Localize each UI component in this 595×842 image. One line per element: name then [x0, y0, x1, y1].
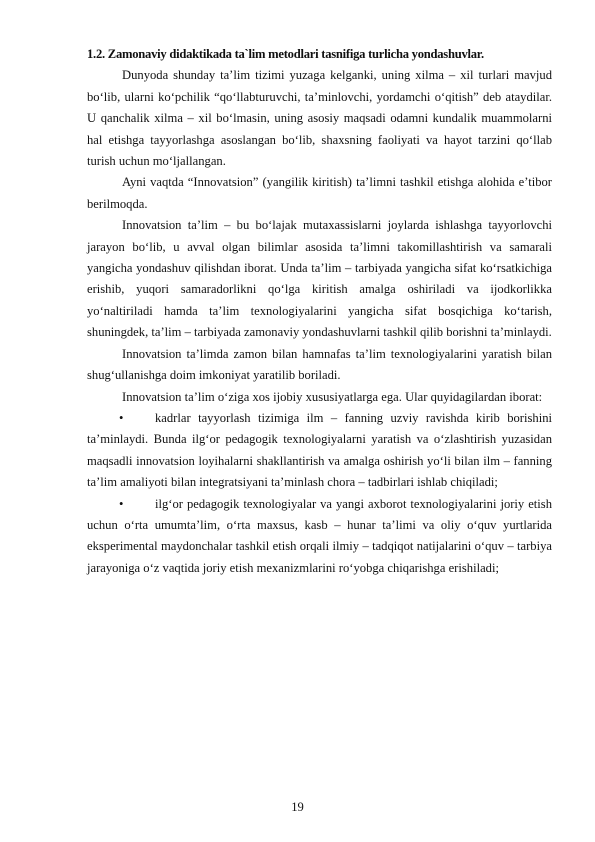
bullet-text: kadrlar tayyorlash tizimiga ilm – fanning uzviy ravishda kirib borishini ta’minlaydi. Bunda ilg‘or pedagogik texnologiyalarni yaratish va o‘zlashtirish yuzasidan maqsadli innovatsion loyihalarni shakllantirish va amalga oshirish yo‘li bilan ilm – fanning ta’lim amaliyoti bilan integratsiyani ta’minlash chora – tadbirlari ishlab chiqiladi; — [87, 410, 552, 490]
bullet-text: ilg‘or pedagogik texnologiyalar va yangi axborot texnologiyalarini joriy etish uchun o‘rta umumta’lim, o‘rta maxsus, kasb – hunar ta’limi va oliy o‘quv yurtlarida eksperimental maydonchalar tashkil etish orqali ilmiy – tadqiqot natijalarini o‘quv – tarbiya jarayoniga o‘z vaqtida joriy etish mexanizmlarini ro‘yobga chiqarishga erishiladi; — [87, 496, 552, 575]
paragraph: Innovatsion ta’limda zamon bilan hamnafas ta’lim texnologiyalarini yaratish bilan shug‘ullanishga doim imkoniyat yaratilib boriladi. — [87, 346, 552, 383]
section-heading: 1.2. Zamonaviy didaktikada ta`lim metodlari tasnifiga turlicha yondashuvlar. — [87, 47, 484, 61]
page-number: 19 — [291, 800, 304, 814]
paragraph: Ayni vaqtda “Innovatsion” (yangilik kiritish) ta’limni tashkil etishga alohida e’tibor berilmoqda. — [87, 175, 552, 211]
paragraph: Innovatsion ta’lim – bu bo‘lajak mutaxassislarni joylarda ishlashga tayyorlovchi jarayon bo‘lib, u avval olgan bilimlar asosida ta’limni takomillashtirish va samarali yangicha yondashuv qilishdan iborat. Unda ta’lim – tarbiyada yangicha sifat ko‘rsatkichiga erishib, yuqori samaradorlikni qo‘lga kiritish amalga oshiriladi va ijodkorlikka yo‘naltiriladi hamda ta’lim texnologiyalarini yangicha sifat bosqichiga ko‘tarish, shuningdek, ta’lim – tarbiyada zamonaviy yondashuvlarni tashkil qilib borishni ta’minlaydi. — [87, 218, 552, 340]
paragraph: Innovatsion ta’lim o‘ziga xos ijobiy xususiyatlarga ega. Ular quyidagilardan iborat: — [122, 389, 543, 404]
bullet-item — [87, 494, 552, 580]
paragraph: Dunyoda shunday ta’lim tizimi yuzaga kelganki, uning xilma – xil turlari mavjud bo‘lib, ularni ko‘pchilik “qo‘llabturuvchi, ta’minlovchi, yordamchi o‘qitish” deb ataydilar. U qanchalik xilma – xil bo‘lmasin, uning asosiy maqsadi odamni kundalik muammolarni hal etishga tayyorlashga asoslangan bo‘lib, shaxsning faoliyati va hayot tarzini qo‘llab turish uchun mo‘ljallangan. — [87, 68, 552, 169]
bullet-marker: • — [119, 410, 124, 425]
bullet-marker: • — [119, 496, 124, 511]
document-body — [87, 44, 552, 579]
bullet-item — [87, 408, 552, 494]
